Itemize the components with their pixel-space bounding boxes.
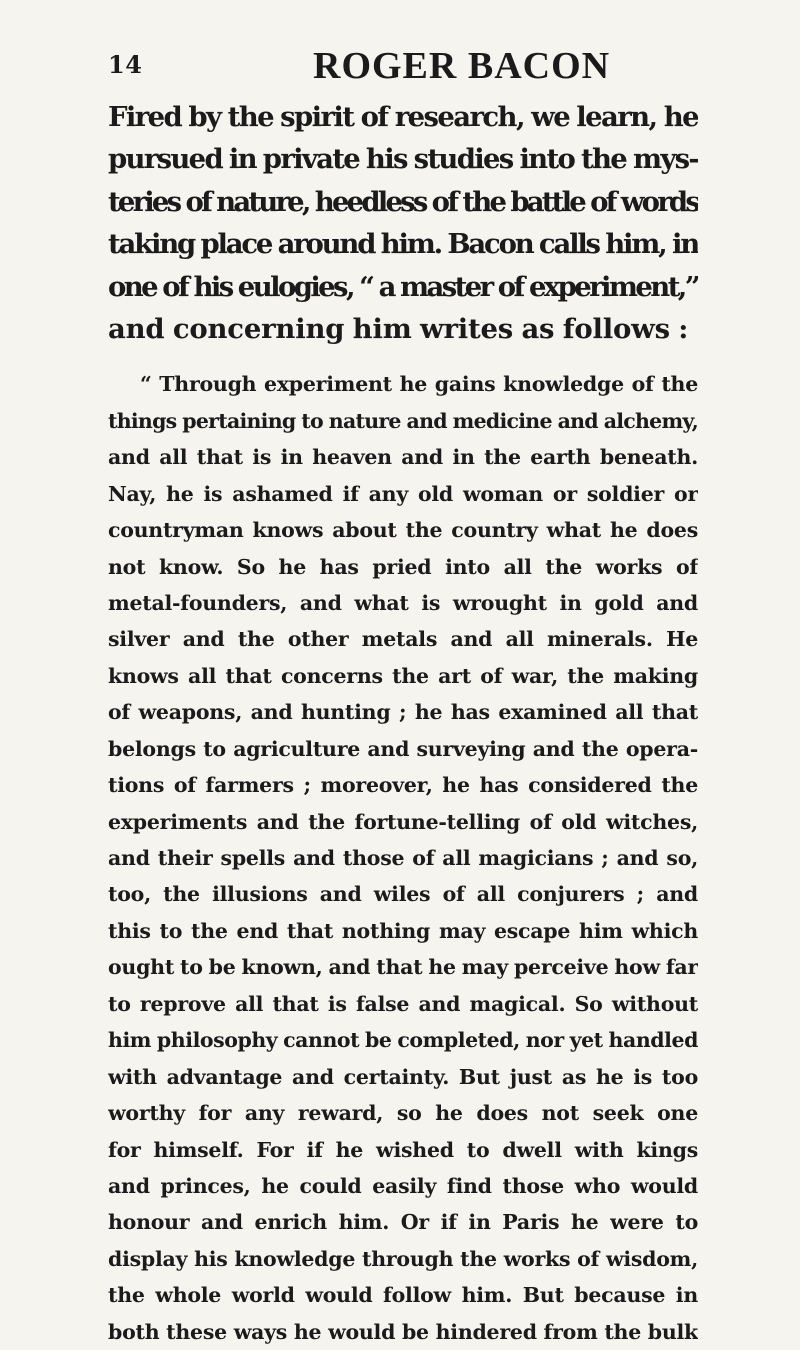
text-line: silver and the other metals and all minerals. He bbox=[108, 627, 698, 652]
text-line: taking place around him. Bacon calls him, in bbox=[108, 228, 698, 261]
text-line: and princes, he could easily find those who would bbox=[108, 1173, 698, 1198]
text-line: the whole world would follow him. But because in bbox=[108, 1283, 698, 1308]
text-line: “ Through experiment he gains knowledge of the bbox=[140, 372, 698, 397]
text-line: teries of nature, heedless of the battle of words bbox=[108, 185, 698, 218]
text-line: to reprove all that is false and magical. So without bbox=[108, 991, 698, 1016]
text-line: countryman knows about the country what he does bbox=[108, 518, 698, 543]
quotation-paragraph bbox=[108, 366, 698, 1350]
text-line: Fired by the spirit of research, we learn, he bbox=[108, 101, 698, 133]
text-line: tions of farmers ; moreover, he has considered the bbox=[108, 773, 698, 798]
text-line: Nay, he is ashamed if any old woman or soldier or bbox=[108, 481, 698, 506]
text-line: ought to be known, and that he may perceive how far bbox=[108, 955, 698, 980]
text-line: knows all that concerns the art of war, the making bbox=[108, 663, 698, 688]
text-line: not know. So he has pried into all the works of bbox=[108, 554, 698, 579]
text-line: things pertaining to nature and medicine and alchemy, bbox=[108, 408, 698, 433]
text-line: him philosophy cannot be completed, nor yet handled bbox=[108, 1028, 698, 1053]
text-line: with advantage and certainty. But just as he is too bbox=[108, 1064, 698, 1089]
text-line: metal-founders, and what is wrought in gold and bbox=[108, 590, 698, 615]
text-line: of weapons, and hunting ; he has examined all that bbox=[108, 700, 698, 725]
text-line: display his knowledge through the works of wisdom, bbox=[108, 1246, 698, 1271]
text-line: for himself. For if he wished to dwell with kings bbox=[108, 1137, 698, 1162]
running-title: ROGER BACON bbox=[313, 45, 611, 87]
text-line: worthy for any reward, so he does not seek one bbox=[108, 1101, 698, 1126]
body-text bbox=[108, 96, 698, 1350]
text-line: honour and enrich him. Or if in Paris he were to bbox=[108, 1210, 698, 1235]
text-line: one of his eulogies, “ a master of experiment,” bbox=[108, 270, 698, 303]
page-number: 14 bbox=[108, 50, 143, 79]
text-line: both these ways he would be hindered from the bulk bbox=[108, 1319, 698, 1344]
text-line: and their spells and those of all magicians ; and so, bbox=[108, 846, 698, 871]
text-line: and all that is in heaven and in the earth beneath. bbox=[108, 445, 698, 470]
text-line: experiments and the fortune-telling of old witches, bbox=[108, 809, 698, 834]
text-line: too, the illusions and wiles of all conjurers ; and bbox=[108, 882, 698, 907]
text-line: this to the end that nothing may escape him which bbox=[108, 918, 698, 943]
running-head bbox=[108, 40, 668, 87]
text-line: pursued in private his studies into the mys- bbox=[108, 143, 698, 176]
text-line: belongs to agriculture and surveying and the opera- bbox=[108, 736, 698, 761]
text-line: and concerning him writes as follows : bbox=[108, 312, 689, 345]
paragraph-1 bbox=[108, 96, 698, 350]
